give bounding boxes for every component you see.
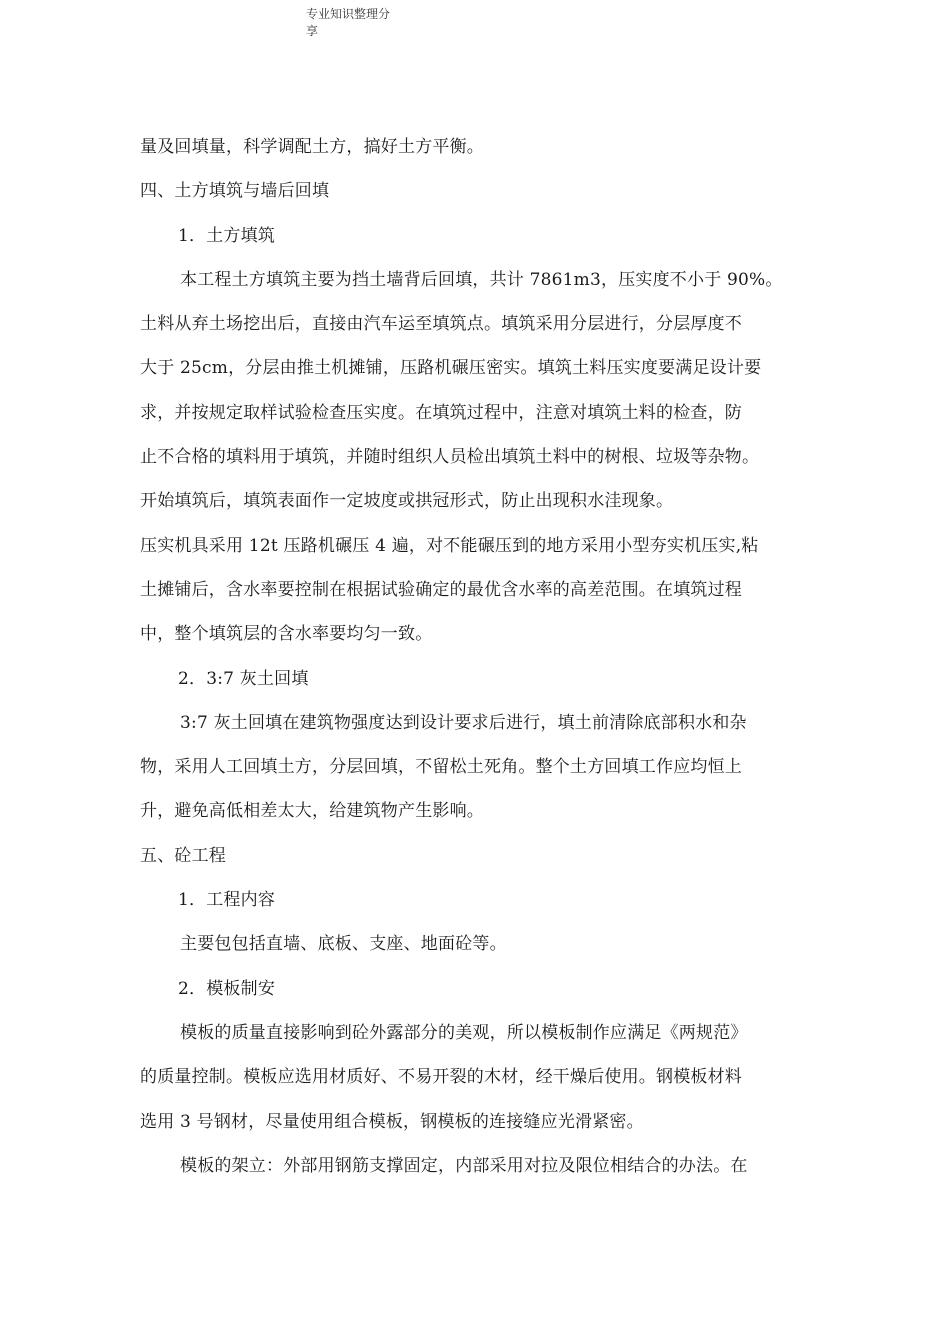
subsection-heading: 1．土方填筑 xyxy=(178,225,276,246)
body-line: 土料从弃土场挖出后，直接由汽车运至填筑点。填筑采用分层进行，分层厚度不 xyxy=(140,314,742,335)
body-line: 升，避免高低相差太大，给建筑物产生影响。 xyxy=(140,801,484,822)
body-line: 开始填筑后，填筑表面作一定坡度或拱冠形式，防止出现积水洼现象。 xyxy=(140,491,674,512)
body-line: 模板的架立：外部用钢筋支撑固定，内部采用对拉及限位相结合的办法。在 xyxy=(180,1155,748,1176)
section-heading: 五、砼工程 xyxy=(140,845,226,866)
body-line: 止不合格的填料用于填筑，并随时组织人员检出填筑土料中的树根、垃圾等杂物。 xyxy=(140,447,760,468)
body-line: 的质量控制。模板应选用材质好、不易开裂的木材，经干燥后使用。钢模板材料 xyxy=(140,1067,742,1088)
header-line-2: 享 xyxy=(306,24,319,38)
document-body xyxy=(140,125,830,1188)
body-line: 大于 25cm，分层由推土机摊铺，压路机碾压密实。填筑土料压实度要满足设计要 xyxy=(140,358,762,379)
body-line: 主要包包括直墙、底板、支座、地面砼等。 xyxy=(180,934,507,955)
body-line: 本工程土方填筑主要为挡土墙背后回填，共计 7861m3，压实度不小于 90%。 xyxy=(180,269,783,290)
body-line: 中，整个填筑层的含水率要均匀一致。 xyxy=(140,624,433,645)
subsection-heading: 2．模板制安 xyxy=(178,978,276,999)
body-line: 模板的质量直接影响到砼外露部分的美观，所以模板制作应满足《两规范》 xyxy=(180,1022,748,1043)
body-line: 选用 3 号钢材，尽量使用组合模板，钢模板的连接缝应光滑紧密。 xyxy=(140,1111,644,1132)
body-line: 物，采用人工回填土方，分层回填，不留松土死角。整个土方回填工作应均恒上 xyxy=(140,757,742,778)
header-line-1: 专业知识整理分 xyxy=(306,7,391,21)
body-line: 量及回填量，科学调配土方，搞好土方平衡。 xyxy=(140,137,484,157)
subsection-heading: 1．工程内容 xyxy=(178,890,276,911)
subsection-heading: 2．3:7 灰土回填 xyxy=(178,668,309,689)
body-line: 3:7 灰土回填在建筑物强度达到设计要求后进行，填土前清除底部积水和杂 xyxy=(180,712,747,733)
section-heading: 四、土方填筑与墙后回填 xyxy=(140,181,330,202)
body-line: 求，并按规定取样试验检查压实度。在填筑过程中，注意对填筑土料的检查，防 xyxy=(140,402,742,423)
page-header xyxy=(306,6,396,40)
body-line: 土摊铺后，含水率要控制在根据试验确定的最优含水率的高差范围。在填筑过程 xyxy=(140,579,742,600)
body-line: 压实机具采用 12t 压路机碾压 4 遍，对不能碾压到的地方采用小型夯实机压实,粘 xyxy=(140,535,759,556)
